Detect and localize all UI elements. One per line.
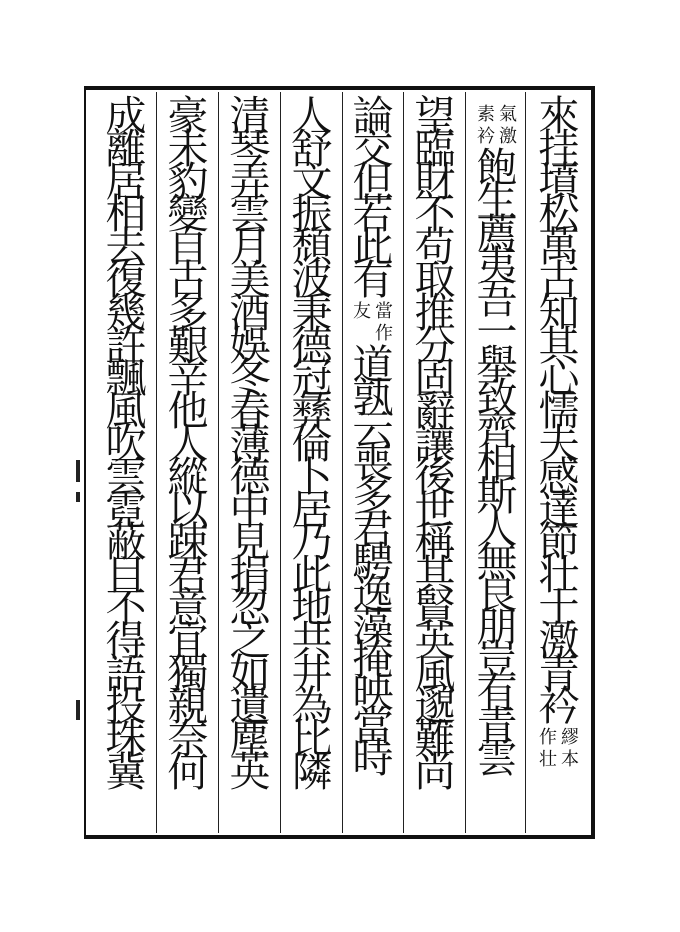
- text-run: 來挂墳松萬古知其心懦夫感達節壮士激青衿: [538, 92, 580, 731]
- column-rule: [465, 92, 466, 833]
- text-run: 論交但若此有: [352, 92, 394, 304]
- note-left: 素衿: [477, 104, 495, 147]
- interlinear-note: [470, 104, 524, 148]
- interlinear-note: [346, 301, 400, 345]
- text-column: [470, 100, 524, 830]
- text-column: [223, 92, 277, 830]
- text-column: [285, 92, 339, 830]
- note-right: 當作: [375, 300, 393, 344]
- text-column: [161, 92, 215, 830]
- column-rule: [342, 92, 343, 833]
- text-run: 望臨財不苟取推分固辭讓後世稱其賢英風邈難尚: [414, 92, 456, 796]
- column-rule: [218, 92, 219, 833]
- text-run: 清琴弄雲月美酒娛冬春薄德中見捐忽之如遺塵英: [229, 92, 271, 796]
- text-run: 豪未豹變自古多艱辛他人縱以踈君意宜獨親奈何: [167, 92, 209, 796]
- interlinear-note: [532, 727, 586, 771]
- text-column: [346, 92, 400, 830]
- note-right: 氣激: [499, 104, 517, 147]
- column-rule: [403, 92, 404, 833]
- text-run: 人舒文振頹波秉德冠彝倫卜居乃此地共井為比隣: [291, 92, 333, 796]
- column-rule: [156, 92, 157, 833]
- note-right: 繆本: [561, 727, 579, 771]
- binding-mark: [76, 460, 80, 482]
- text-column: [532, 92, 586, 830]
- note-left: 友: [353, 300, 371, 322]
- note-left: 作壮: [539, 727, 557, 771]
- column-rule: [525, 92, 526, 833]
- column-rule: [280, 92, 281, 833]
- text-run: 飽生薦夷吾一舉致齊相斯人無良朋豈有青雲: [476, 144, 518, 783]
- binding-mark: [76, 492, 80, 502]
- text-column: [408, 92, 462, 830]
- text-run: 道孰云喪多君騁逸藻掩映當時: [352, 340, 394, 783]
- text-run: 成離居相去復幾許飄風吹雲霓蔽目不得語投珠冀: [105, 92, 147, 796]
- binding-mark: [76, 700, 80, 720]
- text-column: [99, 92, 153, 830]
